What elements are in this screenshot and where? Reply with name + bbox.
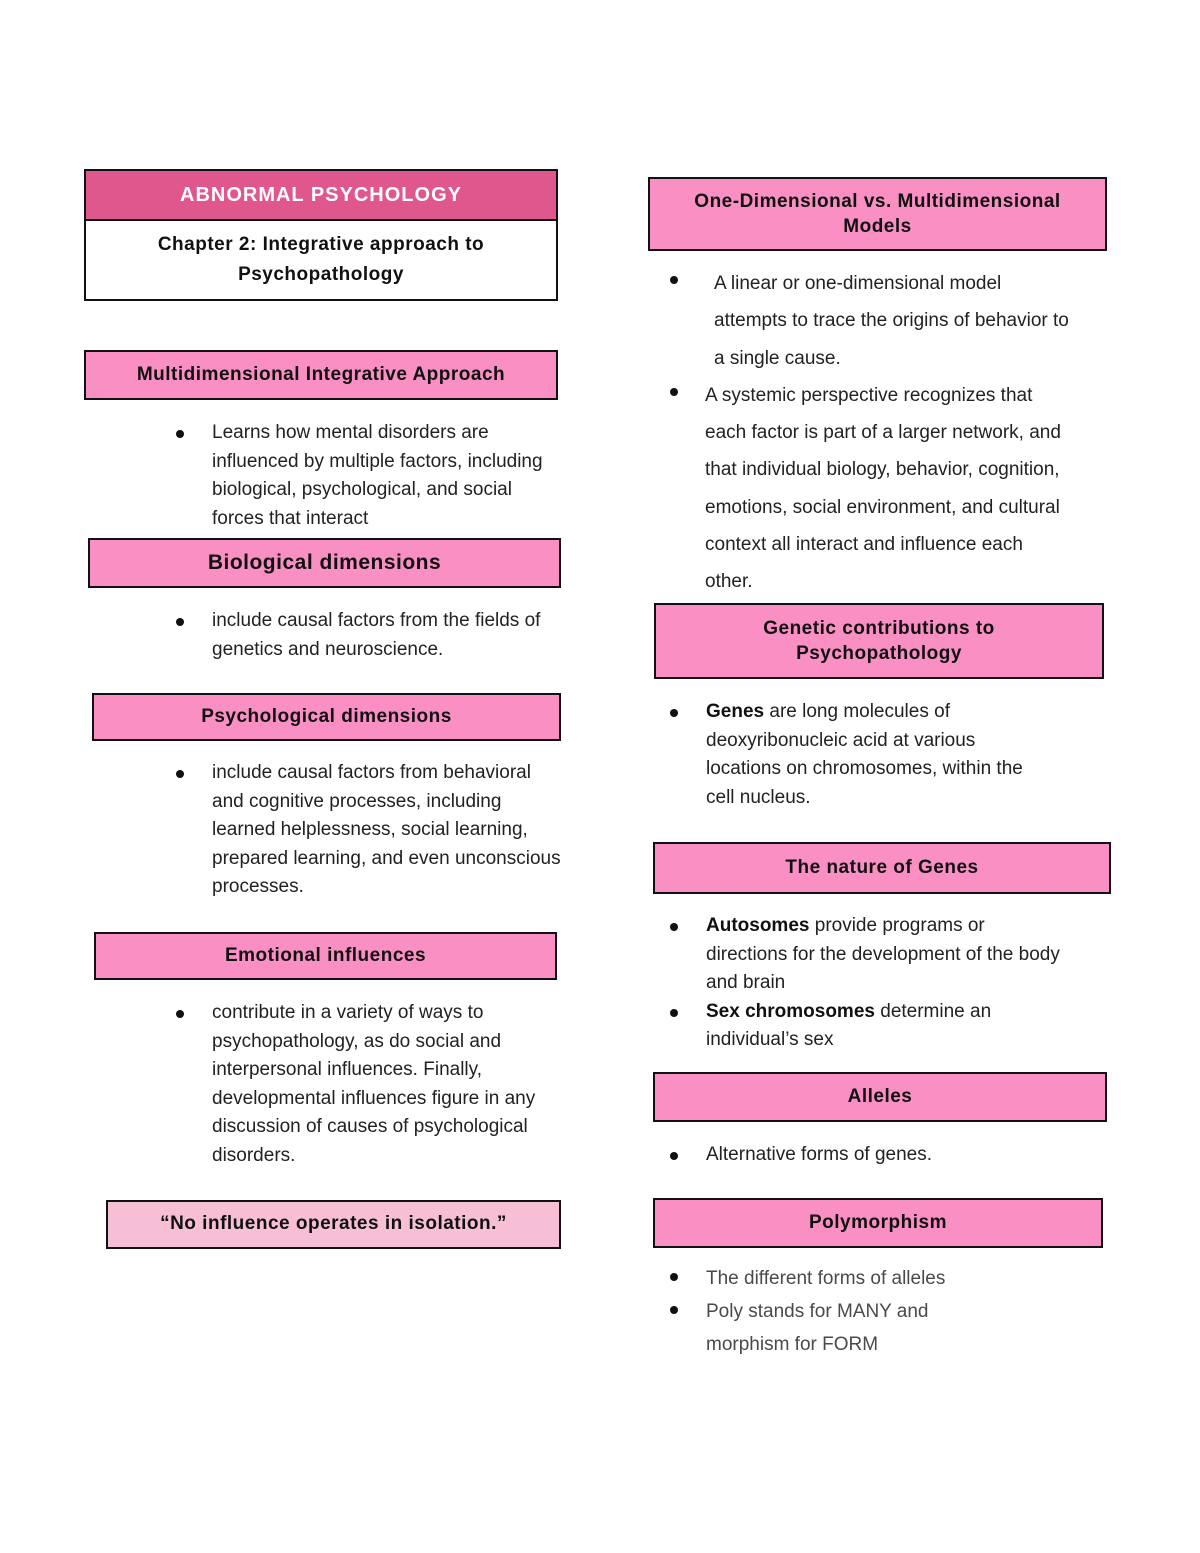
heading-alleles: Alleles — [653, 1072, 1107, 1122]
heading-polymorphism: Polymorphism — [653, 1198, 1103, 1248]
psychological-bullet-list — [176, 759, 561, 902]
heading-multidimensional-approach: Multidimensional Integrative Approach — [84, 350, 558, 400]
list-item: A linear or one-dimensional model attempts to trace the origins of behavior to a single cause. — [670, 265, 1070, 377]
list-item: Autosomes provide programs or directions for the development of the body and brain — [670, 912, 1070, 998]
term-sex-chromosomes: Sex chromosomes — [706, 1000, 875, 1022]
heading-nature-of-genes: The nature of Genes — [653, 842, 1111, 894]
heading-one-vs-multidimensional-models: One-Dimensional vs. Multidimensional Models — [648, 177, 1107, 251]
list-item: The different forms of alleles — [670, 1262, 1010, 1295]
heading-genetic-contributions: Genetic contributions to Psychopathology — [654, 603, 1104, 679]
heading-emotional-influences: Emotional influences — [94, 932, 557, 980]
biological-bullet-list — [176, 607, 566, 664]
list-item: Genes are long molecules of deoxyribonucleic acid at various locations on chromosomes, within the cell nucleus. — [670, 698, 1050, 812]
nature-bullet-list — [670, 912, 1070, 1055]
emotional-bullet-list — [176, 999, 556, 1171]
heading-psychological-dimensions: Psychological dimensions — [92, 693, 561, 741]
alleles-bullet-list — [670, 1141, 1070, 1170]
list-item: include causal factors from behavioral and cognitive processes, including learned helplessness, social learning, prepared learning, and even unconscious processes. — [176, 759, 561, 902]
list-item: Learns how mental disorders are influenced by multiple factors, including biological, psychological, and social forces that interact — [176, 419, 556, 533]
multidimensional-bullet-list — [176, 419, 556, 533]
document-title: ABNORMAL PSYCHOLOGY — [84, 169, 558, 221]
models-bullet-list — [670, 265, 1070, 601]
list-item: Poly stands for MANY and morphism for FORM — [670, 1295, 1010, 1361]
heading-biological-dimensions: Biological dimensions — [88, 538, 561, 588]
list-item: contribute in a variety of ways to psychopathology, as do social and interpersonal influences. Finally, developmental influences figure in any discussion of causes of psychological disorders. — [176, 999, 556, 1171]
quote-box: “No influence operates in isolation.” — [106, 1200, 561, 1249]
list-item: Alternative forms of genes. — [670, 1141, 1070, 1170]
list-item: include causal factors from the fields of genetics and neuroscience. — [176, 607, 566, 664]
genetic-bullet-list — [670, 698, 1050, 812]
term-autosomes: Autosomes — [706, 915, 810, 936]
polymorphism-bullet-list — [670, 1262, 1010, 1361]
list-item: Sex chromosomes determine an individual’s sex — [670, 998, 1070, 1055]
list-item: A systemic perspective recognizes that each factor is part of a larger network, and that individual biology, behavior, cognition, emotions, social environment, and cultural context all interact and influence each other. — [670, 377, 1070, 601]
chapter-subtitle: Chapter 2: Integrative approach to Psychopathology — [84, 219, 558, 301]
term-genes: Genes — [706, 701, 765, 722]
